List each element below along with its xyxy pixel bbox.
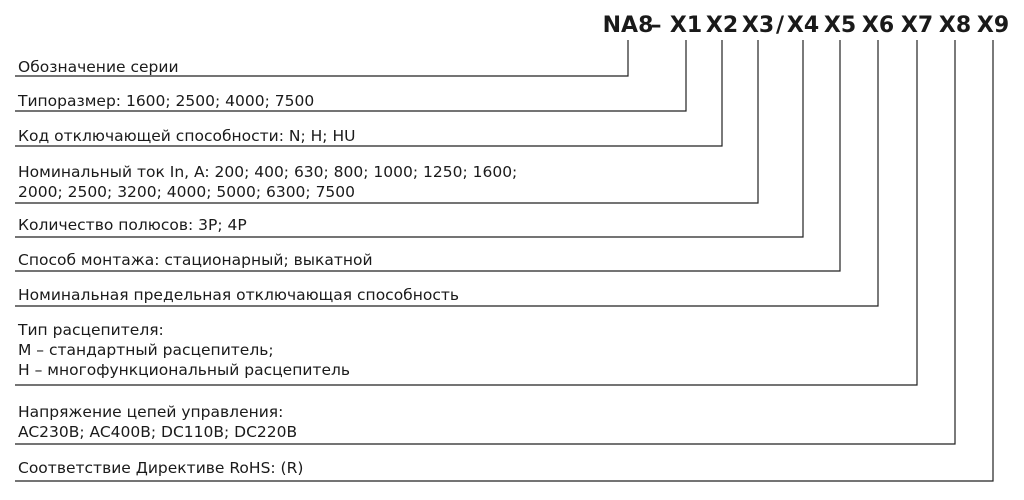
code-x8: X8 (938, 13, 972, 38)
desc-line: Количество полюсов: 3P; 4P (18, 216, 247, 234)
desc-line: Код отключающей способности: N; H; HU (18, 127, 356, 145)
code-series: NA8 (602, 13, 654, 38)
desc-line: Номинальный ток In, A: 200; 400; 630; 800; 1000; 1250; 1600; (18, 163, 518, 181)
desc-line: 2000; 2500; 3200; 4000; 5000; 6300; 7500 (18, 183, 356, 201)
desc-mounting (18, 250, 373, 270)
desc-line: Тип расцепителя: (18, 321, 164, 339)
desc-line: Обозначение серии (18, 58, 179, 76)
desc-line: M – стандартный расцепитель; (18, 341, 274, 359)
code-x4: X4 (786, 13, 820, 38)
desc-line: Способ монтажа: стационарный; выкатной (18, 251, 373, 269)
code-x7: X7 (900, 13, 934, 38)
desc-rohs (18, 458, 303, 478)
code-x5: X5 (823, 13, 857, 38)
desc-series (18, 57, 179, 77)
code-x9: X9 (976, 13, 1010, 38)
desc-control-voltage (18, 402, 297, 442)
desc-frame-size (18, 91, 314, 111)
desc-ultimate-breaking (18, 285, 459, 305)
code-x2: X2 (705, 13, 739, 38)
code-dash: – (650, 13, 662, 38)
code-x3: X3 (741, 13, 775, 38)
desc-line: AC230B; AC400B; DC110B; DC220B (18, 423, 298, 441)
desc-line: Типоразмер: 1600; 2500; 4000; 7500 (18, 92, 315, 110)
code-x6: X6 (861, 13, 895, 38)
desc-line: Номинальная предельная отключающая способность (18, 286, 460, 304)
desc-release-type (18, 320, 350, 380)
desc-line: Напряжение цепей управления: (18, 403, 284, 421)
desc-poles (18, 215, 247, 235)
desc-line: Соответствие Директиве RoHS: (R) (18, 459, 304, 477)
desc-line: H – многофункциональный расцепитель (18, 361, 351, 379)
code-x1: X1 (669, 13, 703, 38)
code-slash: / (775, 13, 785, 38)
desc-rated-current (18, 162, 517, 202)
desc-breaking-code (18, 126, 355, 146)
